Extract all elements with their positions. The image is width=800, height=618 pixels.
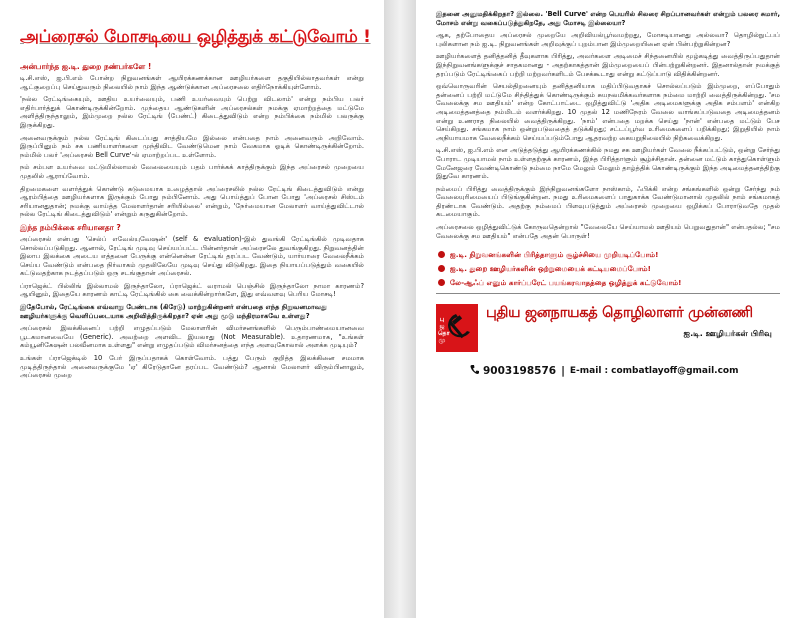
bullet-icon bbox=[438, 251, 445, 258]
greeting: அன்பார்ந்த ஐ.டி. துறை நண்பர்களே ! bbox=[20, 62, 152, 71]
paragraph: அப்ரைசல் என்பது 'செல்ப் எவேல்யுவேஷன்' (self & evaluation)-இல் துவங்கி ரேட்டிங்கில் முடிவதாக சொல்லப்படுகிறது. ஆனால், ரேட்டிங் முடிவு செய்யப்பட்ட பின்னர்தான் அப்ரைசலே துவங்குகிறது. நிறுவனத்தின் இலாப இலக்கை அடைய எத்தனை பேருக்கு என்னென்ன ரேட்டிங் தரப்பட வேண்டும், யார்யாரை வேலைநீக்கம் செய்ய வேண்டும் என்பதை நிர்வாகம் முதலிலேயே முடிவு செய்து விடுகிறது. இதை நியாயப்படுத்தும் வகையில் கட்டுவதற்காக நடத்தப்படும் ஒரு சடங்குதான் அப்ரைசல். bbox=[20, 234, 364, 278]
paragraph: ஒவ்வொருவரின் செயல்திறனையும் தனித்தனியாக மதிப்பிடுவதாகச் சொல்லப்படும் இம்முறை, எப்போதும் தன்னைப் பற்றி மட்டுமே சிந்தித்துக் கொண்டிருக்கும் சுயநலமிக்கவர்களாக நம்மை மாற்றி வைத்திருக்கின்றது. 'சம வேலைக்கு சம ஊதியம்' என்ற கோட்பாட்டை ஒழித்துவிட்டு 'அதிக அடிமைகளுக்கு அதிக சம்பளம்' என்கிற அடிமைத்தனத்தை நம்மிடம் வளர்க்கிறது. 10 முதல் 12 மணிநேரம் வேலை வாங்கப்படுவதை அடிமைத்தனம் என்று உணராத நிலையில் வைத்திருக்கிறது. 'நாம்' என்பதை மறக்க செய்து 'நான்' என்பதை மட்டும் பேச செய்கிறது. சங்கமாக நாம் ஒன்றுபடுவதைத் தடுக்கிறது; சட்டப்பூர்வ உரிமைகளைப் பறிக்கிறது; இறுதியில் நாம் அநியாயமாக வேலைநீக்கம் செய்யப்படும்போது ஆதரவற்ற கையறுநிலையில் நிற்கவைக்கிறது. bbox=[436, 82, 780, 142]
paragraph: அப்ரைசலை ஒழித்துவிட்டுக் கோருவதென்றால் "வேலையே செய்யாமல் ஊதியம் பெறுவதுதான்" என்பதல்ல; "சம வேலைக்கு சம ஊதியம்" என்பதே அதன் பொருள்! bbox=[436, 223, 780, 240]
paragraph: 'நல்ல ரேட்டிங்கையும், ஊதிய உயர்வையும், பணி உயர்வையும் பெற்று விடலாம்' என்று நம்பிய பலர் எதிர்பார்த்துக் கொண்டிருக்கின்றோம். முந்தைய ஆண்டுகளின் அப்ரைசல்கள் நமக்கு ஏமாற்றத்தை மட்டுமே அளித்திருந்தாலும், இம்முறை நல்ல ரேட்டிங் (பேண்ட்) கிடைத்துவிடும் என்ற நம்பிக்கை நம்மில் பலருக்கு இருக்கிறது. bbox=[20, 95, 364, 129]
paragraph: ப்ராஜெக்ட் பில்லிங் இல்லாமல் இருந்தாலோ, ப்ராஜெக்ட் வராமல் பெஞ்சில் இருந்தாலோ நாமா காரணம்? ஆயினும், இதையே காரணம் காட்டி ரேட்டிங்கில் கை வைக்கின்றார்களே, இது எவ்வளவு பெரிய மோசடி! bbox=[20, 281, 364, 299]
phone-number[interactable]: 9003198576 bbox=[483, 365, 557, 378]
org-wing: ஐ.டி. ஊழியர்கள் பிரிவு bbox=[683, 328, 772, 339]
paragraph: இதனை அனுமதிக்கிறதா? இல்லை. 'Bell Curve' என்ற பெயரில் சிலரை சிறப்பானவர்கள் என்றும் பலரை சுமார், மோசம் என்று வகைப்படுத்துகிறதே, அது மோசடி இல்லையா? bbox=[436, 10, 780, 27]
org-name: புதிய ஜனநாயகத் தொழிலாளர் முன்னணி bbox=[486, 305, 753, 322]
bullet-icon bbox=[438, 265, 445, 272]
org-text bbox=[486, 304, 780, 340]
paragraph: ஆக, தற்போதைய அப்ரைசல் முறையே அறிவியல்பூர்வமற்றது, மோசடியானது அல்லவா? தொழில்நுட்பப் புலிகளான நம் ஐ.டி. நிறுவனங்கள் அறிவுக்குப் புறம்பான இம்முறையினை ஏன் பின்பற்றுகின்றன? bbox=[436, 31, 780, 48]
paragraph: உங்கள் ப்ராஜெக்டில் 10 பேர் இருப்பதாகக் கொள்வோம். பத்து பேரும் குறித்த இலக்கினை சமமாக முடித்திருந்தால் அனைவருக்குமே 'ஏ' கிரேடுதானே தரப்பட வேண்டும்? ஆனால் மேலாளர் விரும்பினாலும், அப்ரைசல் முறை bbox=[20, 354, 364, 380]
paragraph: நம்மைப் பிரித்து வைத்திருக்கும் இந்நிறுவனங்களோ நாஸ்காம், ஃபிக்கி என்ற சங்கங்களில் ஒன்று சேர்ந்து நம் வேலையுரிமையைப் பிடுங்குகின்றன. நமது உரிமைகளைப் பாதுகாக்க வேண்டுமானால் முதலில் நாம் சங்கமாகத் திரண்டாக வேண்டும். அதற்கு நம்மைப் பிளவுபடுத்தும் அப்ரைசல் முறையை ஒழிக்கப் போராடுவதே முதல் கடமையாகும். bbox=[436, 184, 780, 219]
page-title: அப்ரைசல் மோசடியை ஒழித்துக் கட்டுவோம் ! bbox=[20, 27, 371, 47]
bold-question: இதேபோல், ரேட்டிங்கை எவ்வாறு பேண்டாக (கிரேடு) மாற்றுகின்றனர் என்பதை எந்த நிறுவனமாவது ஊழியர்களுக்கு வெளிப்படையாக அறிவித்திருக்கிறதா? ஏன் அது மூடு மந்திரமாகவே உள்ளது? bbox=[20, 303, 327, 320]
phone-icon bbox=[470, 364, 479, 378]
paragraph: டி.சி.எஸ், ஐ.பி.எம் போன்ற நிறுவனங்கள் ஆயிரக்கணக்கான ஊழியர்களை தகுதியில்லாதவர்கள் என்று ஆட்குறைப்பு செய்துவரும் நிலையில் நாம் இந்த ஆண்டுக்கான அப்ரைசலை எதிர்நோக்கியுள்ளோம். bbox=[20, 74, 364, 91]
hammer-sickle-logo bbox=[436, 304, 478, 352]
bullet-icon bbox=[438, 279, 445, 286]
paragraph: அனைவருக்கும் நல்ல ரேட்டிங் கிடைப்பது சாத்தியமே இல்லை என்பதை நாம் அனைவரும் அறிவோம். இருப்பினும் நம் சக பணியாளர்களை முந்திவிட வேண்டுமென நாம் வேகமாக ஓடிக் கொண்டிருக்கின்றோம். நம்மில் பலர் 'அப்ரைசல் Bell Curve'-ல் ஏமாற்றப்பட உள்ளோம். bbox=[20, 133, 364, 159]
logo-text: பு ஜ தொ மு bbox=[438, 316, 450, 345]
divider bbox=[436, 293, 780, 294]
right-page bbox=[416, 0, 800, 618]
email-label: E-mail : bbox=[569, 366, 609, 377]
demand-item: ஐ.டி. நிறுவனங்களின் பிரித்தாளும் சூழ்ச்சியை முறியடிப்போம்! bbox=[450, 250, 780, 259]
demand-item: லே-ஆஃப் எனும் கார்ப்பரேட் பயங்கரவாதத்தை ஒழித்துக் கட்டுவோம்! bbox=[450, 278, 780, 287]
email-link[interactable]: combatlayoff@gmail.com bbox=[611, 366, 739, 377]
left-page bbox=[0, 0, 384, 618]
paragraph: திறமைகளை வளர்த்துக் கொண்டு கடுமையாக உழைத்தால் அப்ரைசலில் நல்ல ரேட்டிங் கிடைத்துவிடும் என்று ஆரம்பித்தை ஊழியர்களாக இருக்கும் போது நம்பினோம். அது பொய்த்துப் போன போது 'அப்ரைசல் சிஸ்டம் சரியானதுதான்; நமக்கு வாய்த்த மேலாளர்தான் சரியில்லை' என்றும், 'நேர்மையான மேலாளர் வாய்த்துவிட்டால் நல்ல ரேட்டிங் கிடைத்துவிடும்' என்றும் கருதுகின்றோம். bbox=[20, 184, 364, 219]
paragraph: நம் சம்பள உயர்வை மட்டுமில்லாமல் வேலையையும் பதம் பார்க்கக் காத்திருக்கும் இந்த அப்ரைசல் முறையை முதலில் ஆராய்வோம். bbox=[20, 163, 364, 180]
page-fold bbox=[384, 0, 416, 618]
demands-list bbox=[436, 250, 780, 287]
demand-item: ஐ.டி. துறை ஊழியர்களின் ஒற்றுமையைக் கட்டியமைப்போம்! bbox=[450, 264, 780, 273]
paragraph: ஊழியர்களைத் தனித்தனித் தீவுகளாக பிரித்து, அவர்களை அடிமைச் சிந்தனையில் மூழ்கடித்து வைத்திருப்பதுதான் இந்நிறுவனங்களுக்குச் சாதகமானது - அதற்காகத்தான் இம்முறையைப் பின்பற்றுகின்றனர். இதனால்தான் நமக்குத் தரப்படும் ரேட்டிங்கைப் பற்றி மற்றவர்களிடம் பேசக்கூடாது என்று கட்டுப்பாடு விதிக்கின்றனர். bbox=[436, 52, 780, 78]
section-heading: இந்த நம்பிக்கை சரியானதா ? bbox=[20, 222, 121, 232]
organization-block bbox=[436, 304, 780, 352]
separator: | bbox=[561, 365, 565, 378]
paragraph: அப்ரைசல் இலக்கினைப் பற்றி எழுதப்படும் மேலாளரின் விமர்சனங்களில் பெரும்பாண்மையானவை பூடகமானவையே (Generic). அவற்றை அளவிட இயலாது (Not Measurable). உதாரணமாக, "உங்கள் கம்யூனிகேஷன் பலவீனமாக உள்ளது" என்று எழுதப்படும் விமர்சனத்தை எந்த அளவுகோலால் அளக்க முடியும்? bbox=[20, 324, 364, 350]
intro-paragraphs bbox=[20, 74, 364, 219]
paragraph: டி.சி.எஸ், ஐ.பி.எம் என அடுத்தடுத்து ஆயிரக்கணக்கில் நமது சக ஊழியர்கள் வேலை நீக்கப்பட்டும், ஒன்று சேர்ந்து போராட முடியாமல் நாம் உள்ளதற்குக் காரணம், இந்த பிரித்தாளும் சூழ்ச்சிதான். தன்னை மட்டும் காத்துகொள்ளும் மேனேஜரை வேண்டிகொண்டு நம்மை நாமே மேலும் மேலும் தாழ்த்திக் கொண்டிருக்கும் இந்த அடிமைத்தனத்திற்கு இதுவே காரணம். bbox=[436, 146, 780, 181]
contact-line bbox=[436, 364, 780, 378]
